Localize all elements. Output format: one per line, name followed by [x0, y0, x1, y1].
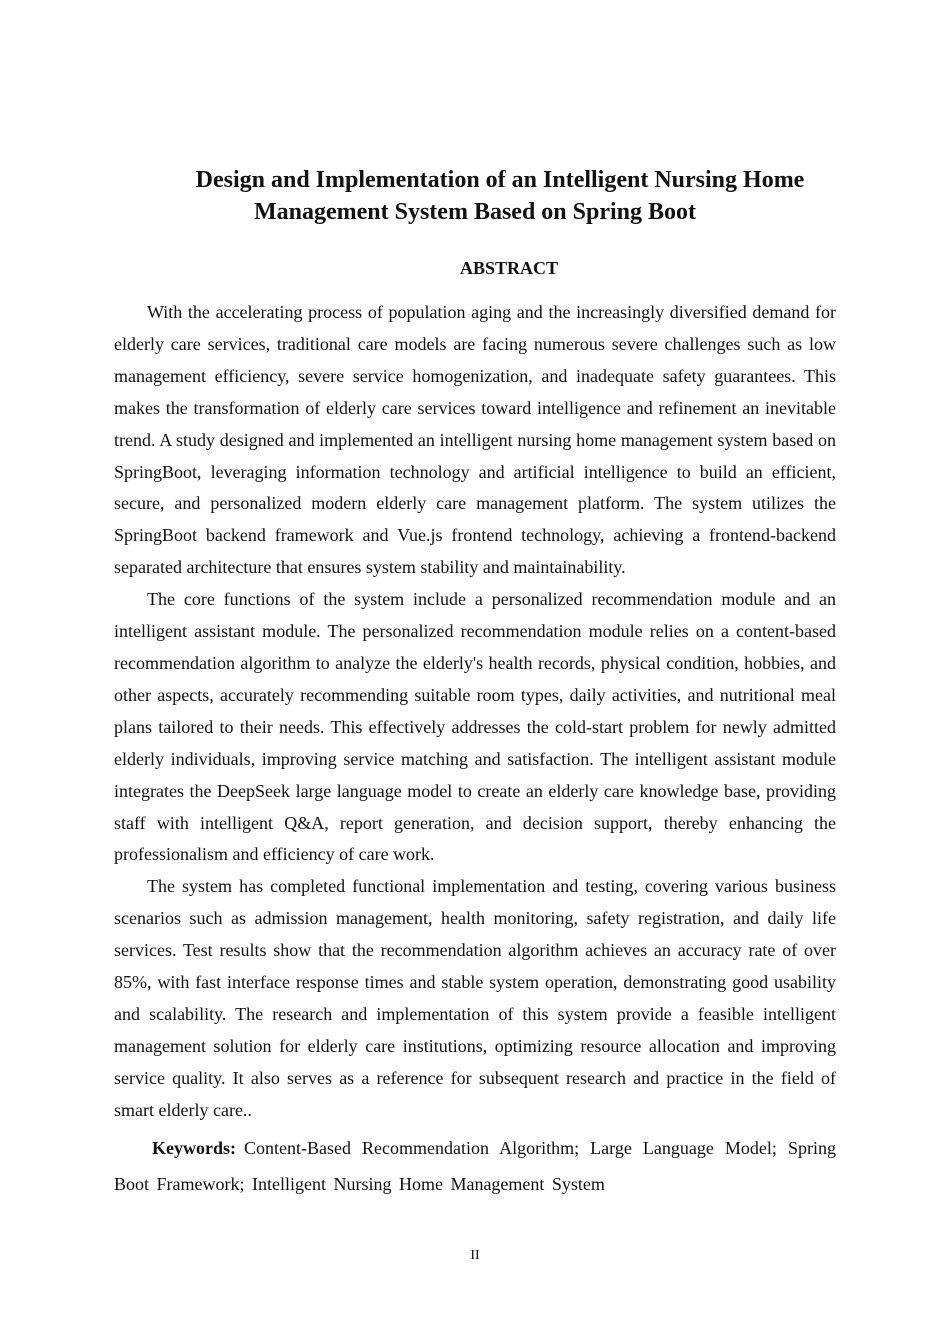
title-line-2: Management System Based on Spring Boot — [253, 199, 697, 225]
abstract-paragraph-3: The system has completed functional implementation and testing, covering various business scenarios such as admission management, health monitoring, safety registration, and daily life services. Test results show that the recommendation algorithm achieves an accuracy rate of over 85%, with fast interface response times and stable system operation, demonstrating good usability and scalability. The research and implementation of this system provide a feasible intelligent management solution for elderly care institutions, optimizing resource allocation and improving service quality. It also serves as a reference for subsequent research and practice in the field of smart elderly care.. — [114, 876, 836, 1120]
abstract-body — [114, 297, 836, 1127]
keywords-label: Keywords: — [152, 1138, 236, 1158]
abstract-paragraph-2: The core functions of the system include a personalized recommendation module and an intelligent assistant module. The personalized recommendation module relies on a content-based recommendation algorithm to analyze the elderly's health records, physical condition, hobbies, and other aspects, accurately recommending suitable room types, daily activities, and nutritional meal plans tailored to their needs. This effectively addresses the cold-start problem for newly admitted elderly individuals, improving service matching and satisfaction. The intelligent assistant module integrates the DeepSeek large language model to create an elderly care knowledge base, providing staff with intelligent Q&A, report generation, and decision support, thereby enhancing the professionalism and efficiency of care work. — [114, 589, 836, 865]
abstract-heading: ABSTRACT — [459, 258, 559, 278]
title-line-1: Design and Implementation of an Intelligent Nursing Home — [195, 167, 805, 193]
keywords-line — [114, 1130, 836, 1202]
abstract-paragraph-1: With the accelerating process of population aging and the increasingly diversified demand for elderly care services, traditional care models are facing numerous severe challenges such as low management efficiency, severe service homogenization, and inadequate safety guarantees. This makes the transformation of elderly care services toward intelligence and refinement an inevitable trend. A study designed and implemented an intelligent nursing home management system based on SpringBoot, leveraging information technology and artificial intelligence to build an efficient, secure, and personalized modern elderly care management platform. The system utilizes the SpringBoot backend framework and Vue.js frontend technology, achieving a frontend-backend separated architecture that ensures system stability and maintainability. — [114, 302, 836, 578]
page-number: II — [470, 1248, 480, 1263]
keywords-text: Content-Based Recommendation Algorithm; Large Language Model; Spring Boot Framework; Intelligent Nursing Home Management System — [114, 1138, 836, 1194]
